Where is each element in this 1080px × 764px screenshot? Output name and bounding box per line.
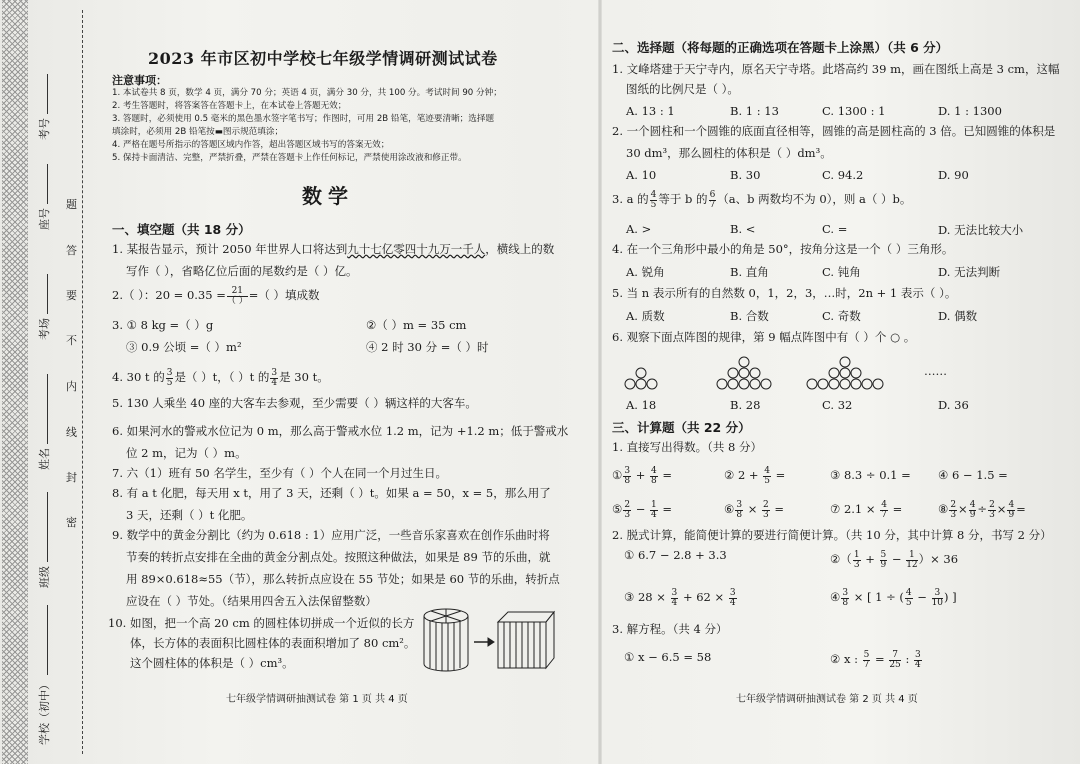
choice-2: 2. 一个圆柱和一个圆锥的底面直径相等，圆锥的高是圆柱高的 3 倍。已知圆锥的体积是 [612,124,1056,138]
dot-pattern-3 [807,357,883,389]
question-8: 8. 有 a t 化肥，每天用 x t，用了 3 天，还剩（ ）t。如果 a = 50，x = 5，那么用了 [112,486,551,500]
class-field [36,492,52,588]
question-2 [112,284,320,306]
calc-2-heading: 2. 脱式计算，能简便计算的要进行简便计算。（共 10 分，其中计算 8 分，书写 2 分） [612,528,1052,542]
exam-no-field [36,74,52,140]
question-9-line3: 用 89×0.618≈55（节），那么转折点应设在 55 节处；如果是 60 节的乐曲，转折点 [126,572,560,586]
calc-3-item-1: ① x − 6.5 = 58 [624,650,712,664]
calc-1-item-1: ① $\frac{3}{8}$ + $\frac{4}{8}$ = [612,465,673,486]
q2-fraction: $\frac{21}{( )}$ [226,285,248,306]
choice-3: 3. a 的 $\frac{4}{5}$ 等于 b 的 $\frac{6}{7}$ （a、b 两数均不为 0），则 a（ ）b。 [612,189,912,210]
choice-4-option-d: D. 无法判断 [938,265,1001,279]
page-crease [598,0,602,764]
note-item: 5. 保持卡面清洁、完整，严禁折叠，严禁在答题卡上作任何标记，严禁使用涂改液和修正带。 [112,153,467,163]
choice-3-option-a: A. > [626,222,652,236]
seal-char: 不 [66,334,77,347]
left-page [108,0,588,764]
binding-strip [0,0,96,764]
choice-2-option-a: A. 10 [626,168,657,182]
choice-6-option-a: A. 18 [626,398,657,412]
q1-text: 1. 某报告显示，预计 2050 年世界人口将达到 [112,242,348,256]
choice-2-option-b: B. 30 [730,168,761,182]
q2-text-end: =（ ）填成数 [248,288,320,302]
notes-list [112,87,552,165]
q2-text: 2.（ ）：20 = 0.35 = [112,288,226,302]
choice-1-option-a: A. 13 : 1 [626,104,675,118]
calc-3-item-2: ② x : $\frac{5}{7}$ = $\frac{7}{25}$ : $\frac{3}{4}$ [830,649,921,670]
dot-pattern-figures [624,354,924,396]
choice-6-option-c: C. 32 [822,398,853,412]
calc-1-item-4: ④ 6 − 1.5 = [938,468,1008,482]
choice-6-option-d: D. 36 [938,398,969,412]
seal-char: 题 [66,198,77,211]
choice-1-option-b: B. 1 : 13 [730,104,779,118]
question-1-line2: 写作（ ），省略亿位后面的尾数约是（ ）亿。 [126,264,358,278]
choice-4-option-c: C. 钝角 [822,265,861,279]
choice-2-option-c: C. 94.2 [822,168,864,182]
note-item: 3. 答题时，必须使用 0.5 毫米的黑色墨水签字笔书写；作图时，可用 2B 铅笔，笔迹要清晰；选择题 [112,114,495,124]
room-field [36,274,52,340]
choice-1-line2: 图纸的比例尺是（ ）。 [626,82,739,96]
arrow-icon [474,638,494,646]
seal-char: 答 [66,244,77,257]
name-field [36,374,52,470]
room-label: 考场 [38,318,51,340]
note-item: 2. 考生答题时，将答案答在答题卡上，在本试卷上答题无效； [112,101,347,111]
choice-4: 4. 在一个三角形中最小的角是 50°，按角分这是一个（ ）三角形。 [612,242,954,256]
seal-char: 密 [66,516,77,529]
note-item: 4. 严格在题号所指示的答题区域内作答，超出答题区域书写的答案无效； [112,140,390,150]
exam-no-label: 考号 [38,118,51,140]
choice-2-option-d: D. 90 [938,168,969,182]
question-9-line2: 节奏的转折点安排在全曲的黄金分割点处。按照这种做法，如果是 89 节的乐曲，就 [126,550,551,564]
choice-5-option-a: A. 质数 [626,309,665,323]
q1-text-end: ，横线上的数 [485,242,555,256]
name-label: 姓名 [38,448,51,470]
exam-title: 2023 年市区初中学校七年级学情调研测试试卷 [148,49,498,68]
question-7: 7. 六（1）班有 50 名学生，至少有（ ）个人在同一个月过生日。 [112,466,448,480]
q1-underlined: 九十七亿零四十九万一千人 [347,242,486,256]
question-5: 5. 130 人乘坐 40 座的大客车去参观，至少需要（ ）辆这样的大客车。 [112,396,477,410]
calc-1-item-7: ⑦ 2.1 × $\frac{4}{7}$ = [830,499,903,520]
choice-4-option-b: B. 直角 [730,265,769,279]
question-3d: ④ 2 时 30 分 =（ ）时 [366,340,489,354]
question-6: 6. 如果河水的警戒水位记为 0 m，那么高于警戒水位 1.2 m，记为 +1.2 m；低于警戒水 [112,424,569,438]
section-choice: 二、选择题（将每题的正确选项在答题卡上涂黑）（共 6 分） [612,40,949,55]
dot-pattern-ellipsis: …… [924,364,947,378]
cylinder-figure [424,609,468,671]
calc-1-item-5: ⑤ $\frac{2}{3}$ − $\frac{1}{4}$ = [612,499,673,520]
question-9-line4: 应设在（ ）节处。（结果用四舍五入法保留整数） [126,594,377,608]
question-4: 4. 30 t 的 $\frac{3}{5}$ 是（ ）t，（ ）t 的 $\frac{3}{4}$ 是 30 t。 [112,367,329,388]
calc-1-item-2: ② 2 + $\frac{4}{5}$ = [724,465,786,486]
question-8-line2: 3 天，还剩（ ）t 化肥。 [126,508,253,522]
choice-5: 5. 当 n 表示所有的自然数 0，1，2，3，…时，2n + 1 表示（ ）。 [612,286,957,300]
calc-2-item-3: ③ 28 × $\frac{3}{4}$ + 62 × $\frac{3}{4}$ [624,587,736,608]
calc-2-item-4: ④ $\frac{3}{8}$ × [ 1 ÷ ( $\frac{4}{5}$ − $\frac{3}{10}$ ) ] [830,587,957,608]
question-10: 10. 如图，把一个高 20 cm 的圆柱体切拼成一个近似的长方 [108,616,415,630]
seat-field [36,164,52,230]
question-9: 9. 数学中的黄金分割比（约为 0.618 : 1）应用广泛，一些音乐家喜欢在创作乐曲时将 [112,528,550,542]
question-3c: ③ 0.9 公顷 =（ ）m² [126,340,242,354]
question-1 [112,238,554,260]
calc-2-item-2: ②（ $\frac{1}{3}$ + $\frac{5}{9}$ − $\frac{1}{12}$ ）× 36 [830,549,959,570]
choice-3-option-b: B. < [730,222,756,236]
note-item: 1. 本试卷共 8 页，数学 4 页，满分 70 分；英语 4 页，满分 30 分，共 100 分。考试时间 90 分钟； [112,88,502,98]
question-10-line2: 体，长方体的表面积比圆柱体的表面积增加了 80 cm²。 [130,636,416,650]
seal-char: 内 [66,380,77,393]
choice-5-option-c: C. 奇数 [822,309,861,323]
cuboid-figure [498,612,554,668]
binding-pattern [2,0,28,764]
seat-label: 座号 [38,208,51,230]
section-fill-blank: 一、填空题（共 18 分） [112,222,251,237]
right-page-footer: 七年级学情调研抽测试卷 第 2 页 共 4 页 [736,694,918,705]
notes-heading: 注意事项： [112,74,167,87]
calc-1-heading: 1. 直接写出得数。（共 8 分） [612,440,763,454]
choice-5-option-d: D. 偶数 [938,309,978,323]
calc-1-item-8: ⑧ $\frac{2}{3}$ × $\frac{4}{9}$ ÷ $\frac{2}{3}$ × $\frac{4}{9}$ = [938,499,1026,520]
choice-1: 1. 文峰塔建于天宁寺内，原名天宁寺塔。此塔高约 39 m，画在图纸上高是 3 cm，这幅 [612,62,1060,76]
section-calculation: 三、计算题（共 22 分） [612,420,751,435]
dot-pattern-1 [625,368,657,389]
choice-5-option-b: B. 合数 [730,309,769,323]
seal-char: 要 [66,289,77,302]
left-page-footer: 七年级学情调研抽测试卷 第 1 页 共 4 页 [226,694,408,705]
calc-1-item-6: ⑥ $\frac{3}{8}$ × $\frac{2}{3}$ = [724,499,785,520]
cylinder-cuboid-figure [420,606,556,674]
right-page [612,0,1068,764]
subject-title: 数学 [302,184,354,208]
choice-6-option-b: B. 28 [730,398,761,412]
dot-pattern-2 [717,357,771,389]
seal-line [82,10,83,754]
choice-2-line2: 30 dm³，那么圆柱的体积是（ ）dm³。 [626,146,832,160]
calc-2-item-1: ① 6.7 − 2.8 + 3.3 [624,548,727,562]
choice-1-option-c: C. 1300 : 1 [822,104,886,118]
calc-1-item-3: ③ 8.3 ÷ 0.1 = [830,468,911,482]
class-label: 班级 [38,566,51,588]
school-field [36,605,52,745]
question-6-line2: 位 2 m，记为（ ）m。 [126,446,247,460]
seal-char: 线 [66,426,77,439]
seal-char: 封 [66,471,77,484]
note-item: 填涂时，必须用 2B 铅笔按▬图示规范填涂； [112,127,284,137]
choice-6: 6. 观察下面点阵图的规律，第 9 幅点阵图中有（ ）个 ○ 。 [612,330,916,344]
question-10-line3: 这个圆柱体的体积是（ ）cm³。 [130,656,294,670]
question-3b: ②（ ）m = 35 cm [366,318,467,332]
choice-3-option-c: C. = [822,222,848,236]
choice-3-option-d: D. 无法比较大小 [938,223,1024,237]
choice-1-option-d: D. 1 : 1300 [938,104,1002,118]
calc-3-heading: 3. 解方程。（共 4 分） [612,622,728,636]
question-3a: 3. ① 8 kg =（ ）g [112,318,214,332]
school-label: 学校（初中） [38,679,51,745]
choice-4-option-a: A. 锐角 [626,265,665,279]
